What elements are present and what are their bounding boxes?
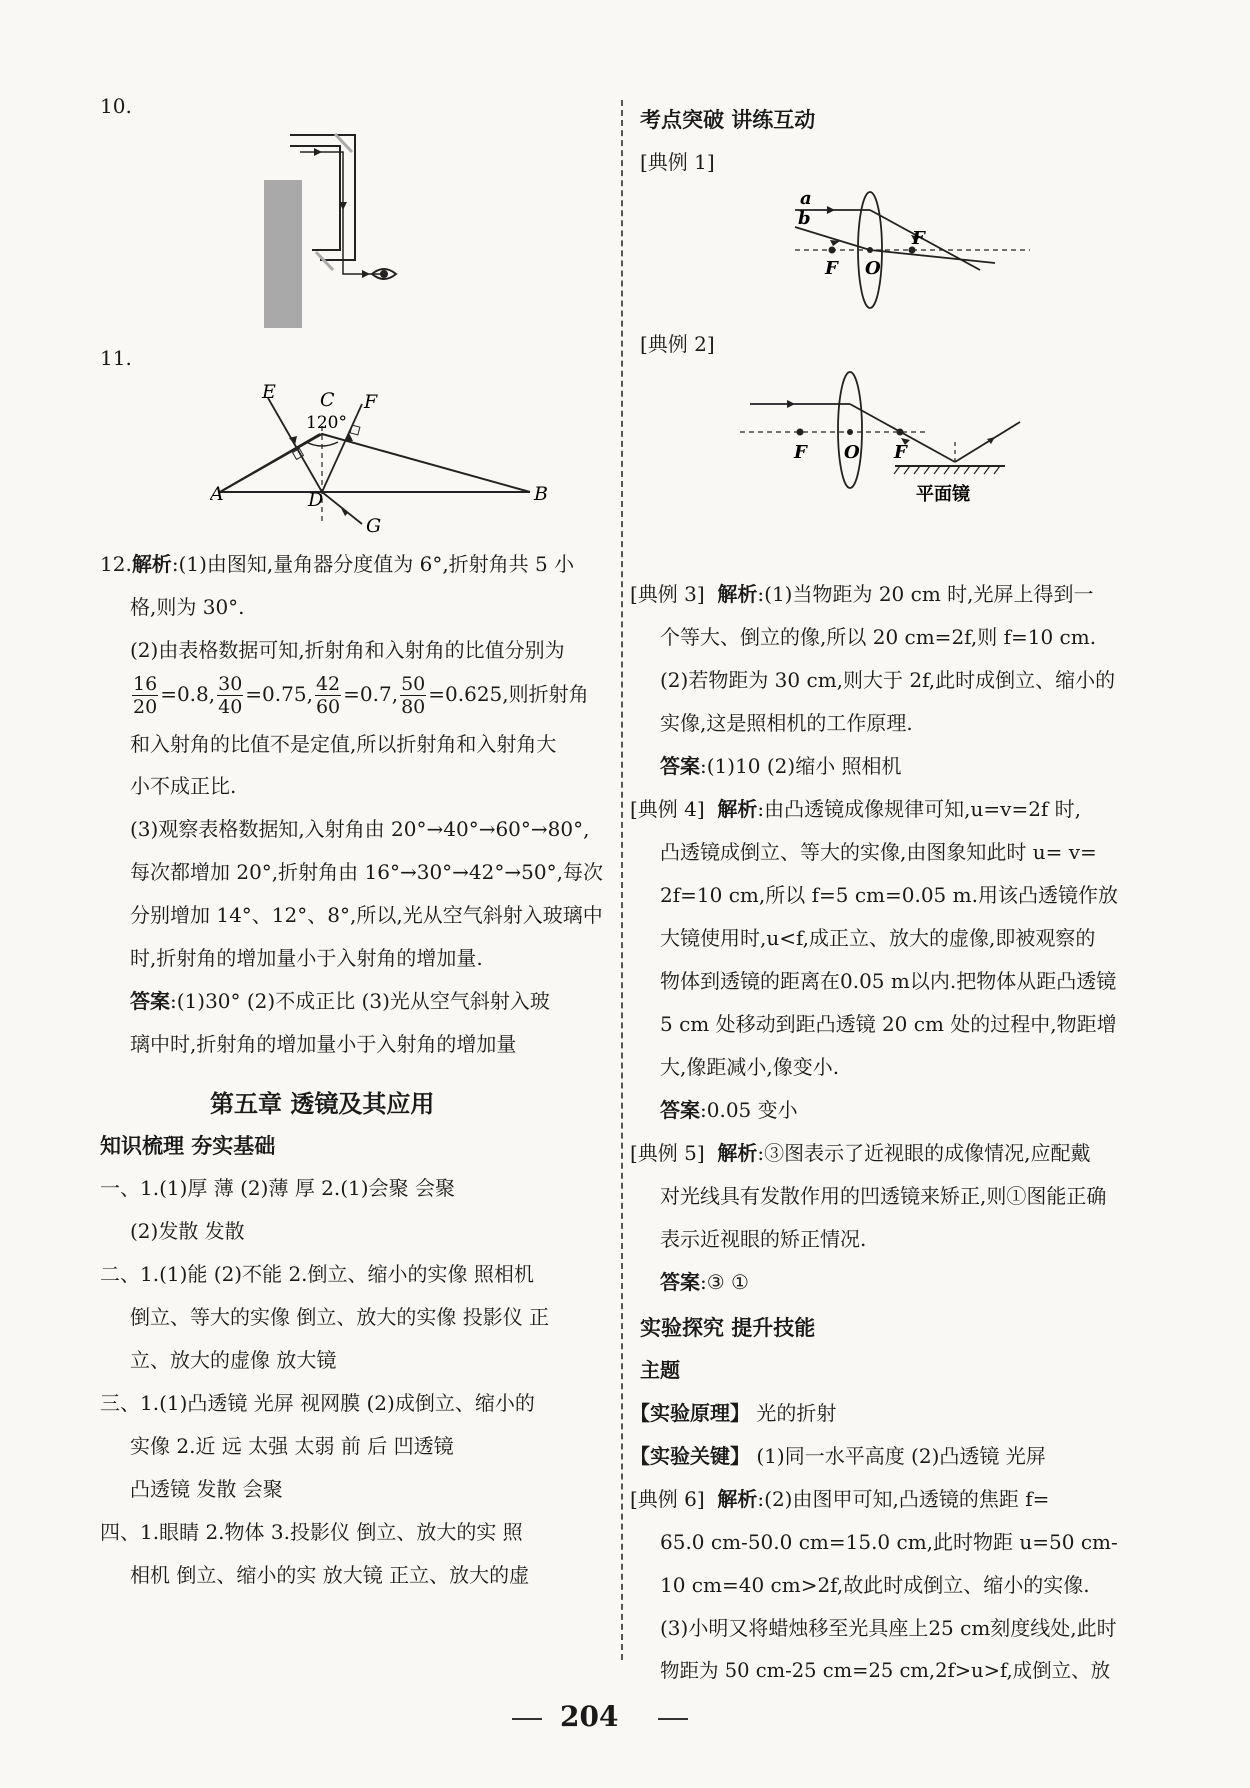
- example4-line4: 大镜使用时,u<f,成正立、放大的虚像,即被观察的: [660, 926, 1096, 950]
- label-F-right: F: [894, 442, 907, 463]
- example3-line2: 个等大、倒立的像,所以 20 cm=2f,则 f=10 cm.: [660, 625, 1097, 649]
- knowledge-item: 一、1.(1)厚 薄 (2)薄 厚 2.(1)会聚 会聚: [100, 1176, 455, 1200]
- example6-line5: 物距为 50 cm-25 cm=25 cm,2f>u>f,成倒立、放: [660, 1659, 1111, 1682]
- label-E: E: [262, 384, 276, 403]
- section-knowledge: 知识梳理 夯实基础: [100, 1134, 276, 1158]
- label-F-right: F: [912, 228, 925, 249]
- example4-line7: 大,像距减小,像变小.: [660, 1055, 840, 1079]
- knowledge-item: 实像 2.近 远 太强 太弱 前 后 凹透镜: [130, 1434, 454, 1458]
- experiment-key: 【实验关键】 (1)同一水平高度 (2)凸透镜 光屏: [630, 1444, 1046, 1468]
- q12-line6: 小不成正比.: [130, 774, 237, 798]
- example3-answer: 答案:(1)10 (2)缩小 照相机: [660, 754, 902, 778]
- q11-label: 11.: [100, 346, 132, 370]
- example3-line1: [典例 3] 解析:(1)当物距为 20 cm 时,光屏上得到一: [630, 582, 1094, 606]
- page-number: 204: [560, 1700, 619, 1733]
- example4-line3: 2f=10 cm,所以 f=5 cm=0.05 m.用该凸透镜作放: [660, 883, 1118, 907]
- q12-line10: 时,折射角的增加量小于入射角的增加量.: [130, 946, 483, 970]
- knowledge-item: 二、1.(1)能 (2)不能 2.倒立、缩小的实像 照相机: [100, 1262, 534, 1286]
- example5-line3: 表示近视眼的矫正情况.: [660, 1227, 867, 1251]
- knowledge-item: 相机 倒立、缩小的实 放大镜 正立、放大的虚: [130, 1563, 530, 1587]
- q10-label: 10.: [100, 94, 132, 118]
- example4-line2: 凸透镜成倒立、等大的实像,由图象知此时 u= v=: [660, 840, 1097, 864]
- column-divider: [621, 100, 623, 1660]
- example4-line6: 5 cm 处移动到距凸透镜 20 cm 处的过程中,物距增: [660, 1012, 1117, 1036]
- experiment-principle: 【实验原理】 光的折射: [630, 1401, 837, 1425]
- example3-line3: (2)若物距为 30 cm,则大于 2f,此时成倒立、缩小的: [660, 668, 1116, 692]
- example6-line1: [典例 6] 解析:(2)由图甲可知,凸透镜的焦距 f=: [630, 1487, 1050, 1511]
- label-O: O: [844, 442, 860, 463]
- label-B: B: [534, 483, 548, 505]
- label-C: C: [320, 389, 335, 411]
- label-angle: 120°: [306, 413, 347, 433]
- q12-line7: (3)观察表格数据知,入射角由 20°→40°→60°→80°,: [130, 817, 590, 841]
- example6-line3: 10 cm=40 cm>2f,故此时成倒立、缩小的实像.: [660, 1573, 1090, 1597]
- fraction: $\frac{30}{40}$: [218, 673, 243, 718]
- knowledge-item: 四、1.眼睛 2.物体 3.投影仪 倒立、放大的实 照: [100, 1520, 523, 1544]
- label-F-left: F: [825, 258, 838, 279]
- label-A: A: [210, 483, 224, 505]
- knowledge-item: 三、1.(1)凸透镜 光屏 视网膜 (2)成倒立、缩小的: [100, 1391, 535, 1415]
- label-D: D: [308, 489, 324, 511]
- label-G: G: [366, 515, 382, 534]
- fraction: $\frac{50}{80}$: [401, 673, 426, 718]
- knowledge-item: 立、放大的虚像 放大镜: [130, 1348, 337, 1372]
- knowledge-item: 凸透镜 发散 会聚: [130, 1477, 283, 1501]
- fraction: $\frac{42}{60}$: [315, 673, 341, 718]
- example1-label: [典例 1]: [640, 150, 715, 174]
- knowledge-item: 倒立、等大的实像 倒立、放大的实像 投影仪 正: [130, 1305, 550, 1329]
- q12-line5: 和入射角的比值不是定值,所以折射角和入射角大: [130, 732, 557, 756]
- q12-answer1: 答案:(1)30° (2)不成正比 (3)光从空气斜射入玻: [130, 989, 550, 1013]
- example5-line1: [典例 5] 解析:③图表示了近视眼的成像情况,应配戴: [630, 1141, 1091, 1165]
- obstacle-block: [264, 180, 302, 328]
- q12-line1: 12.解析:(1)由图知,量角器分度值为 6°,折射角共 5 小: [100, 552, 575, 576]
- page-number-dash-left: [512, 1718, 542, 1720]
- label-plane-mirror: 平面镜: [916, 484, 970, 505]
- q12-answer2: 璃中时,折射角的增加量小于入射角的增加量: [130, 1032, 517, 1056]
- example2-lens-mirror-figure: [740, 370, 1060, 510]
- example5-answer: 答案:③ ①: [660, 1270, 749, 1294]
- example2-label: [典例 2]: [640, 332, 715, 356]
- q12-line3: (2)由表格数据可知,折射角和入射角的比值分别为: [130, 638, 565, 662]
- q10-periscope-figure: [260, 130, 510, 330]
- section-experiment: 实验探究 提升技能: [640, 1316, 816, 1340]
- example3-line4: 实像,这是照相机的工作原理.: [660, 711, 913, 735]
- example6-line4: (3)小明又将蜡烛移至光具座上25 cm刻度线处,此时: [660, 1616, 1117, 1640]
- example5-line2: 对光线具有发散作用的凹透镜来矫正,则①图能正确: [660, 1184, 1107, 1208]
- label-b: b: [798, 208, 811, 229]
- example4-answer: 答案:0.05 变小: [660, 1098, 798, 1122]
- page-number-dash-right: [658, 1718, 688, 1720]
- knowledge-item: (2)发散 发散: [130, 1219, 245, 1243]
- label-F-left: F: [794, 442, 807, 463]
- label-a: a: [800, 190, 812, 209]
- chapter-title: 第五章 透镜及其应用: [210, 1090, 435, 1118]
- label-F: F: [364, 391, 378, 413]
- q12-fractions: $\frac{16}{20}$ =0.8, $\frac{30}{40}$ =0.75, $\frac{42}{60}$ =0.7, $\frac{50}{80}$ =0.625,则折射角: [133, 673, 589, 718]
- topic-label: 主题: [640, 1358, 680, 1382]
- q12-line2: 格,则为 30°.: [130, 595, 245, 619]
- example1-lens-figure: [790, 190, 1050, 310]
- q11-prism-figure: [210, 384, 570, 534]
- example4-line1: [典例 4] 解析:由凸透镜成像规律可知,u=v=2f 时,: [630, 797, 1082, 821]
- example4-line5: 物体到透镜的距离在0.05 m以内.把物体从距凸透镜: [660, 969, 1117, 993]
- label-O: O: [865, 258, 881, 279]
- example6-line2: 65.0 cm-50.0 cm=15.0 cm,此时物距 u=50 cm-: [660, 1530, 1118, 1554]
- fraction: $\frac{16}{20}$: [133, 673, 158, 718]
- section-breakthrough: 考点突破 讲练互动: [640, 108, 816, 132]
- q12-line9: 分别增加 14°、12°、8°,所以,光从空气斜射入玻璃中: [130, 903, 603, 927]
- q12-line8: 每次都增加 20°,折射角由 16°→30°→42°→50°,每次: [130, 860, 603, 884]
